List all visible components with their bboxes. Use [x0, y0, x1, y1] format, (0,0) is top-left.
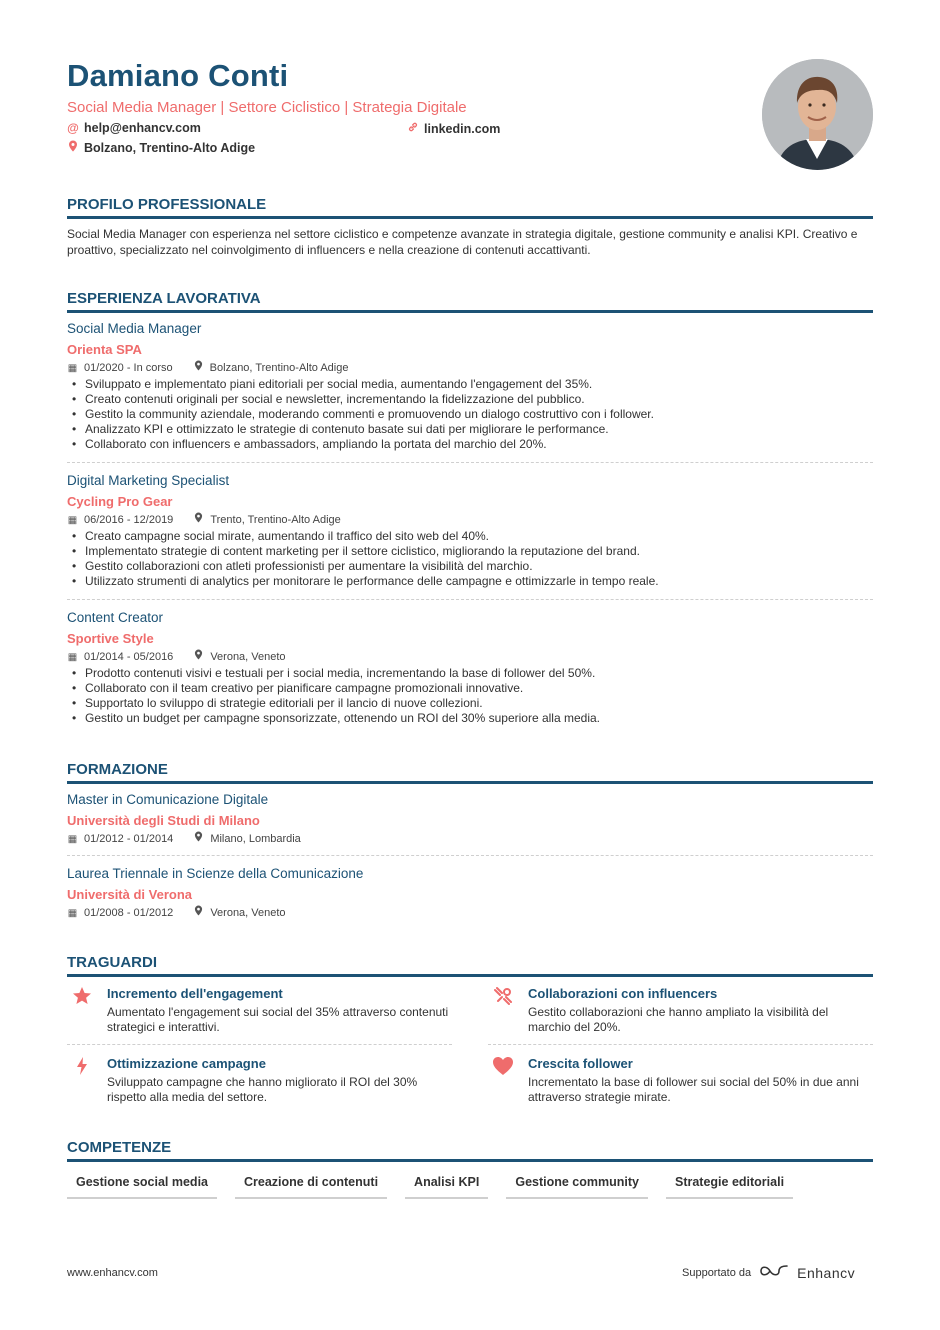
location-text: Bolzano, Trentino-Alto Adige	[84, 140, 256, 155]
achievement-title: Crescita follower	[528, 1056, 633, 1071]
job-meta	[67, 649, 873, 665]
job-meta	[67, 512, 873, 528]
profile-photo	[762, 59, 873, 170]
headline: Social Media Manager | Settore Ciclistico | Strategia Digitale	[67, 99, 467, 116]
experience-item	[67, 609, 873, 726]
skill-tag: Creazione di contenuti	[235, 1174, 387, 1199]
powered-by-text: Supportato da	[682, 1266, 752, 1279]
job-role: Digital Marketing Specialist	[67, 473, 230, 488]
heart-icon	[492, 1056, 514, 1078]
job-role: Social Media Manager	[67, 321, 202, 336]
job-company: Sportive Style	[67, 631, 154, 646]
skill-tag: Gestione social media	[67, 1174, 217, 1199]
linkedin-text: linkedin.com	[424, 121, 501, 136]
education-location: Milano, Lombardia	[210, 832, 301, 845]
education-dates: 01/2008 - 01/2012	[84, 906, 174, 919]
item-divider	[67, 599, 873, 600]
enhancv-logo-icon	[759, 1263, 789, 1282]
achievement-desc: Sviluppato campagne che hanno migliorato il ROI del 30% rispetto alla media del settore.	[107, 1075, 418, 1104]
brand-name: Enhancv	[797, 1264, 856, 1281]
achievement-title: Ottimizzazione campagne	[107, 1056, 266, 1071]
job-location: Bolzano, Trentino-Alto Adige	[209, 361, 349, 374]
job-bullet: • Collaborato con influencers e ambassadors, ampliando la portata del marchio del 20%.	[67, 437, 873, 452]
education-item	[67, 791, 873, 847]
job-bullet: • Prodotto contenuti visivi e testuali per i social media, incrementando la base di follower del 50%.	[67, 666, 873, 681]
job-bullet: • Utilizzato strumenti di analytics per monitorare le performance delle campagne e ottimizzarle in tempo reale.	[67, 574, 873, 589]
calendar-icon: ▦	[67, 651, 78, 663]
achievement-desc: Aumentato l'engagement sui social del 35% attraverso contenuti strategici e interattivi.	[107, 1005, 449, 1034]
job-meta	[67, 360, 873, 376]
map-pin-icon	[67, 140, 79, 155]
contact-linkedin[interactable]	[407, 121, 500, 136]
job-bullet: • Gestito un budget per campagne sponsorizzate, ottenendo un ROI del 30% superiore alla media.	[67, 711, 873, 726]
degree-title: Master in Comunicazione Digitale	[67, 792, 269, 807]
item-divider	[488, 1044, 873, 1045]
job-bullet: • Implementato strategie di content marketing per il settore ciclistico, migliorando la reputazione del brand.	[67, 544, 873, 559]
education-meta	[67, 831, 873, 847]
handshake-icon	[492, 986, 514, 1008]
map-pin-icon	[193, 831, 204, 847]
job-bullets	[67, 666, 873, 726]
contact-email[interactable]	[67, 121, 201, 135]
calendar-icon: ▦	[67, 833, 78, 845]
section-title-profile: PROFILO PROFESSIONALE	[67, 196, 873, 219]
skill-tag: Strategie editoriali	[666, 1174, 793, 1199]
contact-location	[67, 140, 255, 155]
job-company: Cycling Pro Gear	[67, 494, 173, 509]
job-role: Content Creator	[67, 610, 164, 625]
job-bullet: • Creato contenuti originali per social e newsletter, incrementando la fidelizzazione del pubblico.	[67, 392, 873, 407]
calendar-icon: ▦	[67, 907, 78, 919]
experience-item	[67, 320, 873, 452]
job-location: Verona, Veneto	[210, 650, 286, 663]
job-dates: 01/2014 - 05/2016	[84, 650, 174, 663]
profile-summary: Social Media Manager con esperienza nel settore ciclistico e competenze avanzate in strategia digitale, gestione community e analisi KPI. Creativo e proattivo, specializzato nel coinvolgimento di influencers e nella creazione di contenuti accattivanti.	[67, 227, 858, 257]
candidate-name: Damiano Conti	[67, 58, 289, 93]
job-bullet: • Supportato lo sviluppo di strategie editoriali per il lancio di nuove collezioni.	[67, 696, 873, 711]
education-dates: 01/2012 - 01/2014	[84, 832, 174, 845]
footer-website[interactable]: www.enhancv.com	[67, 1267, 158, 1279]
job-dates: 06/2016 - 12/2019	[84, 513, 174, 526]
education-item	[67, 865, 873, 921]
achievement-title: Incremento dell'engagement	[107, 986, 283, 1001]
skills-list	[67, 1174, 793, 1199]
skill-tag: Analisi KPI	[405, 1174, 488, 1199]
degree-title: Laurea Triennale in Scienze della Comunicazione	[67, 866, 364, 881]
section-title-achievements: TRAGUARDI	[67, 954, 873, 977]
at-icon: @	[67, 121, 79, 135]
job-bullets	[67, 377, 873, 452]
item-divider	[67, 462, 873, 463]
calendar-icon: ▦	[67, 514, 78, 526]
achievement-title: Collaborazioni con influencers	[528, 986, 718, 1001]
school-name: Università degli Studi di Milano	[67, 813, 260, 828]
map-pin-icon	[193, 905, 204, 921]
job-bullet: • Analizzato KPI e ottimizzato le strategie di contenuto basate sui dati per migliorare le performance.	[67, 422, 873, 437]
school-name: Università di Verona	[67, 887, 192, 902]
map-pin-icon	[193, 649, 204, 665]
lightning-icon	[71, 1056, 93, 1078]
achievement-desc: Incrementato la base di follower sui social del 50% in due anni attraverso strategie mirate.	[528, 1075, 859, 1104]
skill-tag: Gestione community	[506, 1174, 648, 1199]
job-bullet: • Creato campagne social mirate, aumentando il traffico del sito web del 40%.	[67, 529, 873, 544]
item-divider	[67, 1044, 452, 1045]
job-bullets	[67, 529, 873, 589]
footer-powered-by[interactable]	[682, 1263, 855, 1282]
section-title-experience: ESPERIENZA LAVORATIVA	[67, 290, 873, 313]
map-pin-icon	[193, 512, 204, 528]
map-pin-icon	[193, 360, 204, 376]
experience-item	[67, 472, 873, 589]
star-icon	[71, 986, 93, 1008]
job-bullet: • Collaborato con il team creativo per pianificare campagne promozionali innovative.	[67, 681, 873, 696]
section-title-skills: COMPETENZE	[67, 1139, 873, 1162]
section-title-education: FORMAZIONE	[67, 761, 873, 784]
job-bullet: • Gestito collaborazioni con atleti professionisti per aumentare la visibilità del marchio.	[67, 559, 873, 574]
job-company: Orienta SPA	[67, 342, 142, 357]
job-bullet: • Gestito la community aziendale, moderando commenti e promuovendo un dialogo costruttivo con i follower.	[67, 407, 873, 422]
education-meta	[67, 905, 873, 921]
calendar-icon: ▦	[67, 362, 78, 374]
item-divider	[67, 855, 873, 856]
email-text: help@enhancv.com	[84, 121, 201, 135]
job-bullet: • Sviluppato e implementato piani editoriali per social media, aumentando l'engagement del 35%.	[67, 377, 873, 392]
link-icon	[407, 121, 419, 136]
job-location: Trento, Trentino-Alto Adige	[210, 513, 341, 526]
education-location: Verona, Veneto	[210, 906, 286, 919]
job-dates: 01/2020 - In corso	[84, 361, 173, 374]
achievement-desc: Gestito collaborazioni che hanno ampliato la visibilità del marchio del 20%.	[528, 1005, 829, 1034]
